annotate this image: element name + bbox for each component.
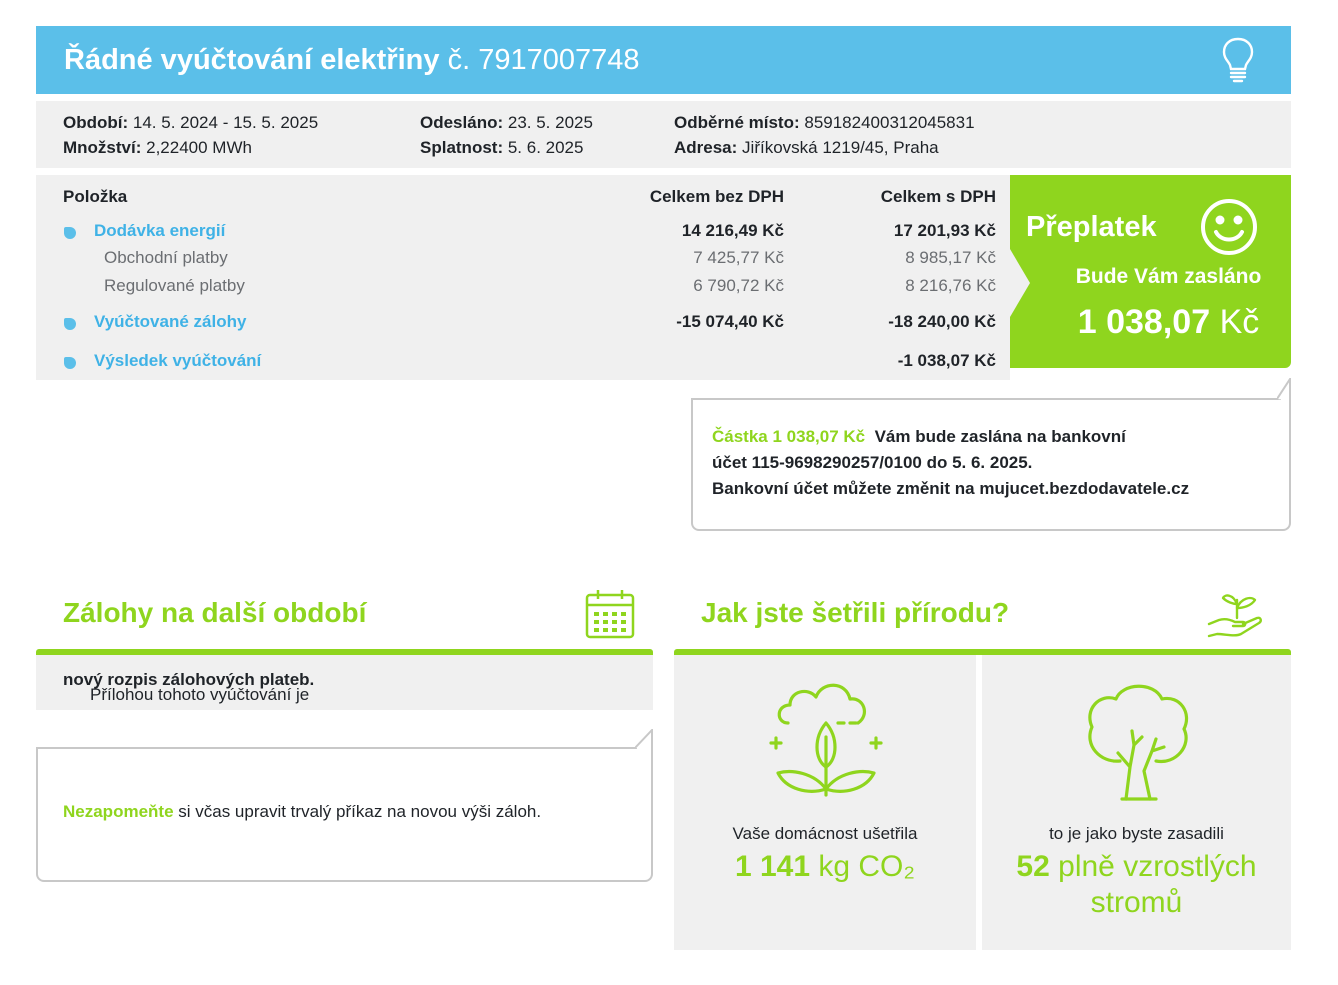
refund-callout bbox=[691, 398, 1291, 531]
bill-title: Řádné vyúčtování elektřiny č. 7917007748 bbox=[64, 44, 640, 76]
overpayment-title: Přeplatek bbox=[1026, 211, 1157, 243]
co2-caption: Vaše domácnost ušetřila bbox=[732, 824, 918, 843]
address: Adresa: Jiříkovská 1219/45, Praha bbox=[674, 138, 939, 157]
col-no-vat: Celkem bez DPH bbox=[649, 187, 784, 206]
overpayment-box bbox=[1010, 175, 1291, 368]
bullet-icon bbox=[64, 357, 76, 369]
period: Období: 14. 5. 2024 - 15. 5. 2025 bbox=[63, 113, 319, 132]
trees-card bbox=[982, 655, 1291, 950]
bullet-icon bbox=[64, 227, 76, 239]
trees-unit: stromů bbox=[1090, 886, 1183, 919]
trees-caption: to je jako byste zasadili bbox=[1049, 824, 1224, 843]
overpayment-amount: 1 038,07 Kč bbox=[1077, 303, 1260, 341]
advances-note: Přílohou tohoto vyúčtování je nový rozpis zálohových plateb. bbox=[36, 655, 653, 710]
col-item: Položka bbox=[63, 187, 128, 206]
calendar-icon bbox=[584, 588, 636, 640]
trees-value: 52 plně vzrostlých bbox=[1016, 850, 1257, 883]
lightbulb-icon bbox=[1221, 36, 1255, 84]
bill-header bbox=[36, 26, 1291, 94]
table-row: Obchodní platby 7 425,77 Kč 8 985,17 Kč bbox=[104, 248, 996, 267]
table-row: Dodávka energií 14 216,49 Kč 17 201,93 Kč bbox=[36, 221, 1010, 247]
bill-info bbox=[36, 101, 1291, 168]
tree-icon bbox=[1082, 679, 1194, 803]
cloud-plant-icon bbox=[766, 677, 886, 803]
overpayment-subtitle: Bude Vám zasláno bbox=[1075, 265, 1262, 288]
table-header bbox=[36, 187, 1010, 213]
hand-plant-icon bbox=[1207, 586, 1263, 640]
table-row: Výsledek vyúčtování -1 038,07 Kč bbox=[36, 351, 1010, 377]
consumption-place: Odběrné místo: 859182400312045831 bbox=[674, 113, 975, 132]
table-row: Regulované platby 6 790,72 Kč 8 216,76 Kč bbox=[104, 276, 996, 295]
refund-text: Částka 1 038,07 Kč Vám bude zaslána na bankovní účet 115-9698290257/0100 do 5. 6. 2025. Bankovní účet můžete změnit na mujucet.bezdodavatele.cz bbox=[712, 427, 1190, 498]
smiley-icon bbox=[1199, 197, 1259, 257]
co2-value: 1 141 kg CO₂ bbox=[734, 850, 916, 883]
advances-heading: Zálohy na další období bbox=[63, 597, 367, 628]
reminder-text: Nezapomeňte si včas upravit trvalý příkaz na novou výši záloh. bbox=[63, 802, 542, 821]
col-vat: Celkem s DPH bbox=[880, 187, 996, 206]
co2-card bbox=[674, 655, 976, 950]
billing-table bbox=[36, 175, 1010, 380]
table-row: Vyúčtované zálohy -15 074,40 Kč -18 240,00 Kč bbox=[36, 312, 1010, 338]
reminder-callout bbox=[36, 747, 653, 882]
sent-date: Odesláno: 23. 5. 2025 bbox=[420, 113, 593, 132]
due-date: Splatnost: 5. 6. 2025 bbox=[420, 138, 584, 157]
amount: Množství: 2,22400 MWh bbox=[63, 138, 252, 157]
nature-heading: Jak jste šetřili přírodu? bbox=[701, 597, 1010, 628]
bullet-icon bbox=[64, 318, 76, 330]
